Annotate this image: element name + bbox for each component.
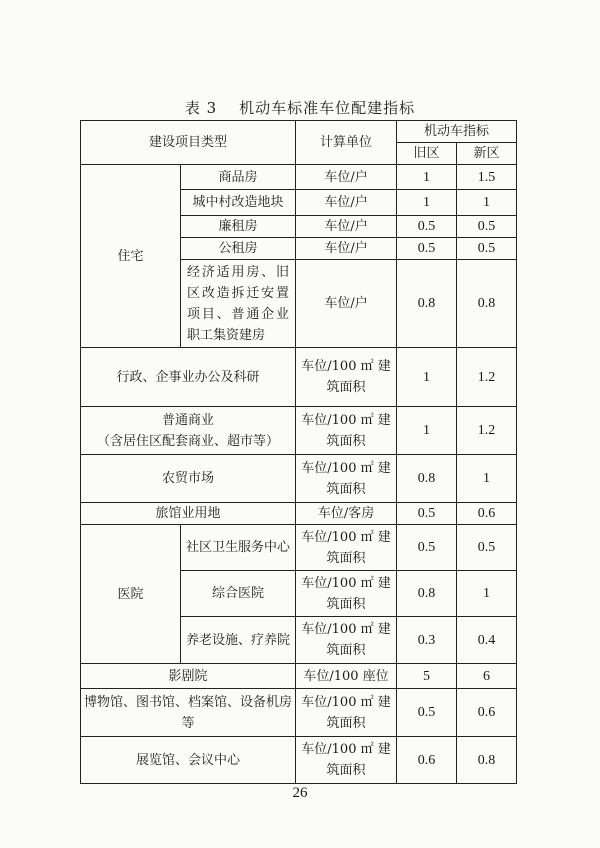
old-value: 0.8 <box>397 571 457 617</box>
commerce-label: 普通商业 <box>162 412 215 428</box>
new-value: 0.6 <box>457 503 517 525</box>
header-index: 机动车指标 <box>397 121 517 143</box>
old-value: 1 <box>397 165 457 190</box>
unit-cell: 车位/户 <box>296 165 397 190</box>
old-value: 1 <box>397 190 457 216</box>
table-row <box>81 664 517 689</box>
new-value: 0.8 <box>457 260 517 348</box>
table-row <box>81 689 517 737</box>
unit-cell: 车位/100 ㎡ 建筑面积 <box>296 689 397 737</box>
new-value: 0.4 <box>457 617 517 664</box>
row-label-cinema: 影剧院 <box>81 664 296 689</box>
unit-cell: 车位/户 <box>296 238 397 260</box>
old-value: 1 <box>397 348 457 407</box>
table-row <box>81 455 517 503</box>
row-label-office: 行政、企事业办公及科研 <box>81 348 296 407</box>
old-value: 0.3 <box>397 617 457 664</box>
unit-cell: 车位/100 ㎡ 建筑面积 <box>296 407 397 455</box>
table-row <box>81 348 517 407</box>
header-category: 建设项目类型 <box>81 121 296 165</box>
page-number: 26 <box>292 785 308 801</box>
sub-label: 商品房 <box>181 165 296 190</box>
sub-label: 公租房 <box>181 238 296 260</box>
new-value: 1 <box>457 455 517 503</box>
old-value: 0.5 <box>397 689 457 737</box>
row-label-residential: 住宅 <box>81 165 181 348</box>
unit-cell: 车位/户 <box>296 216 397 238</box>
new-value: 6 <box>457 664 517 689</box>
table-caption <box>0 97 600 118</box>
table-row <box>81 407 517 455</box>
sub-label: 廉租房 <box>181 216 296 238</box>
row-label-hospital: 医院 <box>81 525 181 664</box>
new-value: 0.5 <box>457 525 517 571</box>
old-value: 0.8 <box>397 260 457 348</box>
unit-cell: 车位/100 ㎡ 建筑面积 <box>296 617 397 664</box>
commerce-note: （含居住区配套商业、超市等） <box>97 433 280 449</box>
parking-standard-table <box>80 120 517 784</box>
unit-cell: 车位/户 <box>296 190 397 216</box>
unit-cell: 车位/100 ㎡ 建筑面积 <box>296 455 397 503</box>
table-row <box>81 525 517 571</box>
table-row <box>81 165 517 190</box>
sub-label: 养老设施、疗养院 <box>181 617 296 664</box>
unit-cell: 车位/客房 <box>296 503 397 525</box>
unit-cell: 车位/100 ㎡ 建筑面积 <box>296 737 397 784</box>
old-value: 5 <box>397 664 457 689</box>
table-row <box>81 503 517 525</box>
unit-cell: 车位/100 ㎡ 建筑面积 <box>296 348 397 407</box>
new-value: 1.5 <box>457 165 517 190</box>
table-header-row <box>81 121 517 143</box>
old-value: 0.5 <box>397 503 457 525</box>
row-label-commerce <box>81 407 296 455</box>
unit-cell: 车位/100 ㎡ 建筑面积 <box>296 525 397 571</box>
table-title: 机动车标准车位配建指标 <box>239 99 416 117</box>
sub-label: 经济适用房、旧区改造拆迁安置项目、普通企业职工集资建房 <box>181 260 296 348</box>
table-number: 表 3 <box>184 99 218 117</box>
old-value: 0.8 <box>397 455 457 503</box>
unit-cell: 车位/100 ㎡ 建筑面积 <box>296 571 397 617</box>
header-new-area: 新区 <box>457 143 517 165</box>
row-label-hotel: 旅馆业用地 <box>81 503 296 525</box>
old-value: 1 <box>397 407 457 455</box>
header-unit: 计算单位 <box>296 121 397 165</box>
old-value: 0.5 <box>397 216 457 238</box>
new-value: 0.5 <box>457 216 517 238</box>
new-value: 1 <box>457 571 517 617</box>
row-label-market: 农贸市场 <box>81 455 296 503</box>
new-value: 0.5 <box>457 238 517 260</box>
new-value: 1.2 <box>457 348 517 407</box>
row-label-museum: 博物馆、图书馆、档案馆、设备机房等 <box>81 689 296 737</box>
sub-label: 综合医院 <box>181 571 296 617</box>
old-value: 0.6 <box>397 737 457 784</box>
old-value: 0.5 <box>397 238 457 260</box>
old-value: 0.5 <box>397 525 457 571</box>
sub-label: 城中村改造地块 <box>181 190 296 216</box>
new-value: 0.6 <box>457 689 517 737</box>
sub-label: 社区卫生服务中心 <box>181 525 296 571</box>
new-value: 0.8 <box>457 737 517 784</box>
row-label-exhibition: 展览馆、会议中心 <box>81 737 296 784</box>
new-value: 1 <box>457 190 517 216</box>
header-old-area: 旧区 <box>397 143 457 165</box>
table-row <box>81 737 517 784</box>
unit-cell: 车位/100 座位 <box>296 664 397 689</box>
new-value: 1.2 <box>457 407 517 455</box>
unit-cell: 车位/户 <box>296 260 397 348</box>
